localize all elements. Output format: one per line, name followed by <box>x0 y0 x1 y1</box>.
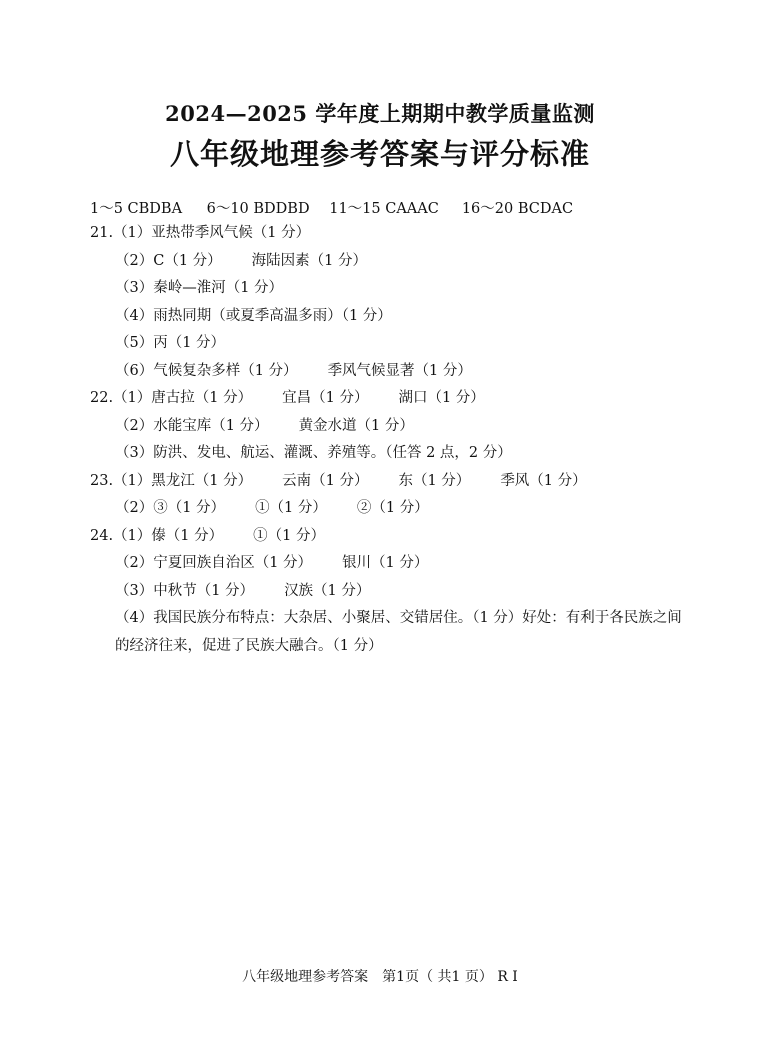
answer-segment: 汉族（1 分） <box>284 582 371 599</box>
answer-segment: （2）水能宝库（1 分） <box>115 417 269 434</box>
answer-segment: （2）C（1 分） <box>115 252 222 269</box>
answer-line <box>115 498 429 518</box>
title-line-1: 2024—2025 学年度上期期中教学质量监测 <box>165 101 595 126</box>
answer-segment: 黄金水道（1 分） <box>298 417 414 434</box>
answer-segment: （4）雨热同期（或夏季高温多雨）（1 分） <box>115 307 392 324</box>
answer-segment: 云南（1 分） <box>282 472 369 489</box>
mc-group: 16～20 BCDAC <box>461 201 574 217</box>
answer-segment: 的经济往来，促进了民族大融合。（1 分） <box>115 637 383 654</box>
answer-segment: 银川（1 分） <box>342 555 429 571</box>
answer-segment: ①（1 分） <box>255 500 327 516</box>
answer-line <box>115 553 428 573</box>
answer-segment: 24.（1）傣（1 分） <box>90 527 224 544</box>
question-line <box>90 388 485 408</box>
answer-segment: 21.（1）亚热带季风气候（1 分） <box>90 225 311 241</box>
answer-segment: 季风（1 分） <box>500 472 587 489</box>
answer-segment: 东（1 分） <box>398 472 471 489</box>
answer-segment: 宜昌（1 分） <box>282 390 369 406</box>
answer-segment: （6）气候复杂多样（1 分） <box>115 362 298 379</box>
answer-segment: （2）③（1 分） <box>115 500 226 516</box>
answer-segment: （2）宁夏回族自治区（1 分） <box>115 555 313 571</box>
answer-segment: （4）我国民族分布特点：大杂居、小聚居、交错居住。（1 分）好处：有利于各民族之间 <box>115 610 682 626</box>
answer-segment: （3）秦岭—淮河（1 分） <box>115 280 284 296</box>
answer-segment: 湖口（1 分） <box>398 390 485 406</box>
mc-group: 1～5 CBDBA <box>90 201 183 217</box>
answer-segment: （3）中秋节（1 分） <box>115 582 255 599</box>
answer-segment: 22.（1）唐古拉（1 分） <box>90 390 253 406</box>
answer-line <box>115 278 283 298</box>
answer-line <box>115 443 512 463</box>
answer-segment: ①（1 分） <box>253 527 325 544</box>
answer-line <box>115 416 414 436</box>
answer-line <box>115 581 370 601</box>
answer-segment: 季风气候显著（1 分） <box>327 362 472 379</box>
answer-line <box>115 333 225 353</box>
question-line <box>90 526 325 546</box>
answer-line <box>115 361 472 381</box>
answer-segment: 海陆因素（1 分） <box>251 252 367 269</box>
answer-segment: （3）防洪、发电、航运、灌溉、养殖等。（任答 2 点，2 分） <box>115 445 512 461</box>
answer-segment: （5）丙（1 分） <box>115 335 226 351</box>
multiple-choice-answers <box>90 197 573 218</box>
answer-line <box>115 306 392 326</box>
answer-line <box>115 608 682 628</box>
answer-segment: ②（1 分） <box>356 500 429 516</box>
answer-line <box>115 636 383 656</box>
page-footer: 八年级地理参考答案 第1页（ 共1 页） R I <box>242 969 518 985</box>
question-line <box>90 223 310 243</box>
mc-group: 11～15 CAAAC <box>329 201 439 217</box>
answer-segment: 23.（1）黑龙江（1 分） <box>90 472 253 489</box>
answer-line <box>115 251 367 271</box>
mc-group: 6～10 BDDBD <box>206 201 310 217</box>
question-line <box>90 471 587 491</box>
title-line-2: 八年级地理参考答案与评分标准 <box>169 137 590 171</box>
